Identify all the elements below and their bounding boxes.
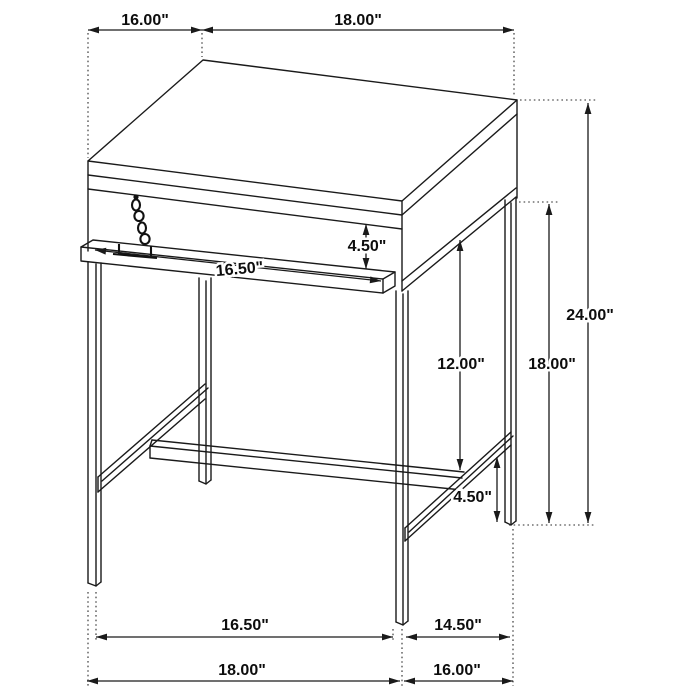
dim-top-width-label: 18.00" bbox=[334, 12, 382, 29]
dim-top-depth-label: 16.00" bbox=[121, 12, 169, 29]
leg-back-right bbox=[505, 198, 516, 525]
dimension-lines bbox=[87, 30, 588, 681]
dim-opening-height-label: 4.50" bbox=[347, 238, 387, 255]
dim-panel-length-label: 16.50" bbox=[215, 258, 265, 281]
dim-bottom-depth-label: 16.00" bbox=[433, 662, 481, 679]
chain bbox=[113, 194, 157, 258]
stretcher-left bbox=[98, 384, 208, 492]
dim-leg-section-height-label: 18.00" bbox=[528, 356, 576, 373]
extension-lines bbox=[88, 33, 596, 686]
dim-stretcher-height-label: 4.50" bbox=[453, 489, 492, 506]
leg-front-right bbox=[396, 291, 408, 625]
dim-bottom-side-span-label: 14.50" bbox=[434, 617, 482, 634]
stretcher-crossbar bbox=[150, 440, 464, 490]
leg-back-left bbox=[199, 278, 211, 484]
dimension-labels bbox=[121, 12, 614, 679]
dim-leg-clearance-label: 12.00" bbox=[437, 356, 485, 373]
compartment-box bbox=[402, 188, 516, 291]
leg-front-left bbox=[88, 262, 101, 586]
dim-bottom-width-label: 18.00" bbox=[218, 662, 266, 679]
dim-bottom-front-span-label: 16.50" bbox=[221, 617, 269, 634]
dim-overall-height-label: 24.00" bbox=[566, 307, 614, 324]
